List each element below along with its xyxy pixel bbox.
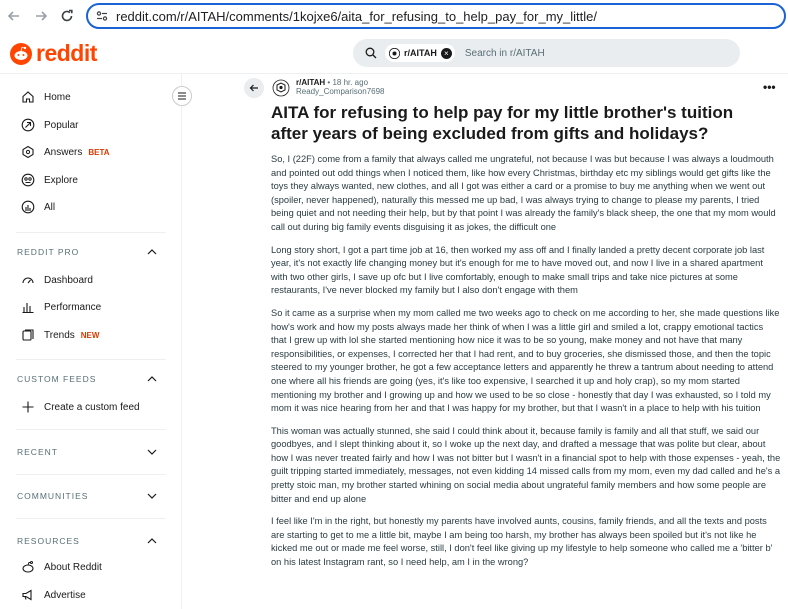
arrow-left-icon bbox=[249, 83, 259, 93]
trends-icon bbox=[20, 327, 36, 343]
subreddit-icon bbox=[389, 48, 400, 59]
sidebar-item-label: Explore bbox=[44, 174, 78, 186]
back-button[interactable] bbox=[244, 78, 264, 98]
post-title: AITA for refusing to help pay for my little brother's tuition after years of being excluded from gifts and holidays? bbox=[271, 103, 734, 143]
sidebar-divider bbox=[16, 474, 166, 475]
sidebar-item-popular[interactable] bbox=[0, 112, 182, 138]
reddit-header bbox=[0, 32, 788, 74]
sidebar-item-label: Trends bbox=[44, 329, 75, 341]
advertise-icon bbox=[20, 587, 36, 603]
sidebar-item-label: Advertise bbox=[44, 589, 86, 601]
sidebar-item-trends[interactable] bbox=[0, 322, 182, 348]
logo-text: reddit bbox=[36, 40, 97, 66]
search-bar[interactable] bbox=[353, 39, 740, 67]
all-icon bbox=[20, 199, 36, 215]
dashboard-icon bbox=[20, 272, 36, 288]
sidebar-divider bbox=[16, 429, 166, 430]
post-paragraph: Long story short, I got a part time job at 16, then worked my ass off and I finally landed a pretty decent corporate job last year, it's not exactly life changing money but it's enough for me to have moved out, and now I live in a shared apartment with two other girls, I save up ofc but I live comfortably, enough to make small trips and take nice pictures at some restaurants, I've never blocked my family but I also don't engage with them bbox=[271, 244, 765, 296]
post-paragraph: This woman was actually stunned, she said I could think about it, because family is family and all that stuff, we said our goodbyes, and I slept thinking about it, so I woke up the next day, and drafted a message that was polite but clear, about how I was never treated fairly and how I was not bitter but I wasn't in a financial spot to help with those expenses - yeah, the guilt tripping started immediately, messages, not even kidding 14 missed calls from my mom, even my dad called and he's a pretty stoic man, my brother started whining on social media about ungrateful family members and how some people are bitter and end up alone bbox=[271, 425, 781, 504]
sidebar-item-label: About Reddit bbox=[44, 561, 102, 573]
home-icon bbox=[20, 89, 36, 105]
post-meta bbox=[272, 78, 385, 97]
section-title: COMMUNITIES bbox=[17, 491, 89, 501]
sidebar-item-explore[interactable] bbox=[0, 167, 182, 193]
sidebar-divider bbox=[16, 359, 166, 360]
post-body bbox=[271, 153, 781, 579]
sidebar-item-label: Home bbox=[44, 91, 71, 103]
chip-remove-icon[interactable]: × bbox=[441, 48, 452, 59]
forward-arrow-icon[interactable] bbox=[33, 8, 49, 24]
new-badge: NEW bbox=[80, 330, 100, 340]
custom-feeds-section-header[interactable] bbox=[17, 374, 157, 384]
left-sidebar bbox=[0, 74, 182, 609]
sidebar-item-label: Popular bbox=[44, 119, 79, 131]
chip-label: r/AITAH bbox=[404, 48, 437, 58]
sidebar-item-all[interactable] bbox=[0, 194, 182, 220]
reddit-logo[interactable] bbox=[10, 40, 97, 67]
chevron-up-icon bbox=[147, 376, 157, 382]
sidebar-divider bbox=[16, 232, 166, 233]
post-time: • 18 hr. ago bbox=[327, 78, 369, 87]
search-input[interactable]: Search in r/AITAH bbox=[464, 47, 545, 59]
chevron-down-icon bbox=[147, 449, 157, 455]
sidebar-divider bbox=[16, 518, 166, 519]
sidebar-item-home[interactable] bbox=[0, 84, 182, 110]
sidebar-item-dashboard[interactable] bbox=[0, 267, 182, 293]
sidebar-item-label: Performance bbox=[44, 301, 102, 313]
resources-section-header[interactable] bbox=[17, 536, 157, 546]
reload-icon[interactable] bbox=[59, 8, 75, 24]
answers-icon bbox=[20, 144, 36, 160]
beta-badge: BETA bbox=[88, 147, 110, 157]
plus-icon bbox=[20, 399, 36, 415]
sidebar-item-advertise[interactable] bbox=[0, 582, 182, 608]
chevron-up-icon bbox=[147, 249, 157, 255]
subreddit-search-chip[interactable] bbox=[385, 44, 455, 62]
browser-toolbar bbox=[0, 0, 788, 32]
create-feed-label: Create a custom feed bbox=[44, 401, 140, 413]
sidebar-item-label: Dashboard bbox=[44, 274, 93, 286]
post-paragraph: I feel like I'm in the right, but honestly my parents have involved aunts, cousins, family friends, and all the texts and posts are starting to get to me a little bit, maybe I am being too harsh, my brother has always been spoiled but it's not like he kicked me out or made me feel worse, still, I don't feel like giving up my lifestyle to help someone who called me a 'bitter b' on his latest Instagram rant, so I need help, am I in the wrong? bbox=[271, 516, 773, 568]
site-info-icon[interactable] bbox=[96, 10, 108, 22]
subreddit-avatar[interactable] bbox=[272, 79, 290, 97]
back-arrow-icon[interactable] bbox=[6, 8, 22, 24]
subreddit-link[interactable]: r/AITAH bbox=[296, 78, 326, 87]
communities-section-header[interactable] bbox=[17, 491, 157, 501]
post-paragraph: So, I (22F) come from a family that always called me ungrateful, not because I was but because I was always a loudmouth and pointed out odd things when I noticed them, like how every Christmas, birthday etc my siblings would get gifts like the toys they always wanted, new clothes, and all I got was either a card or a promise to buy me anything when we went out (spoiler, never happened), naturally this messed me up bad, I was always trying to change to please my parents, I tried being quiet and not needing their help, but by that point I was already the family's black sheep, the one that my mom would call out during big family events disguising it as jokes, the difficult one bbox=[271, 154, 776, 232]
author-link[interactable]: Ready_Comparison7698 bbox=[296, 87, 385, 96]
chevron-up-icon bbox=[147, 538, 157, 544]
search-icon bbox=[365, 47, 377, 59]
explore-icon bbox=[20, 172, 36, 188]
chevron-down-icon bbox=[147, 493, 157, 499]
recent-section-header[interactable] bbox=[17, 447, 157, 457]
performance-icon bbox=[20, 299, 36, 315]
sidebar-item-label: Answers bbox=[44, 146, 83, 158]
subreddit-icon bbox=[272, 79, 290, 97]
reddit-snoo-icon bbox=[10, 43, 32, 65]
sidebar-item-answers[interactable] bbox=[0, 139, 182, 165]
more-options-icon[interactable]: ••• bbox=[763, 80, 776, 94]
sidebar-item-about-reddit[interactable] bbox=[0, 554, 182, 580]
url-text: reddit.com/r/AITAH/comments/1kojxe6/aita_for_refusing_to_help_pay_for_my_little/ bbox=[116, 8, 597, 24]
sidebar-item-label: All bbox=[44, 201, 56, 213]
create-custom-feed-button[interactable] bbox=[0, 394, 182, 420]
popular-icon bbox=[20, 117, 36, 133]
address-bar[interactable] bbox=[86, 3, 786, 29]
section-title: REDDIT PRO bbox=[17, 247, 80, 257]
reddit-pro-section-header[interactable] bbox=[17, 247, 157, 257]
section-title: RECENT bbox=[17, 447, 58, 457]
section-title: RESOURCES bbox=[17, 536, 80, 546]
sidebar-item-performance[interactable] bbox=[0, 294, 182, 320]
about-reddit-icon bbox=[20, 559, 36, 575]
post-paragraph: So it came as a surprise when my mom called me two weeks ago to check on me according to her, she made questions like how's work and how my posts always made her think of when I was a little girl and smiled a lot, crappy emotional tactics that I grew up with lol she started mentioning how nice it was to be so young, make money and not have that many responsibilities, or expenses, I corrected her that I had rent, and to buy groceries, she dismissed those, and then the topic steered to my younger brother, he got a few acceptance letters and apparently he threw a tantrum about needing to attend one where all his friends are going (yes, it's like too expensive, I searched it up and holy crap), so my mom started mentioning my brother and I growing up and how we used to be so close - honestly that day I was exhausted, so I told my mom it was nice hearing from her and that I was happy for my brother, but that I wasn't in a place to help with his tuition bbox=[271, 307, 780, 414]
section-title: CUSTOM FEEDS bbox=[17, 374, 97, 384]
